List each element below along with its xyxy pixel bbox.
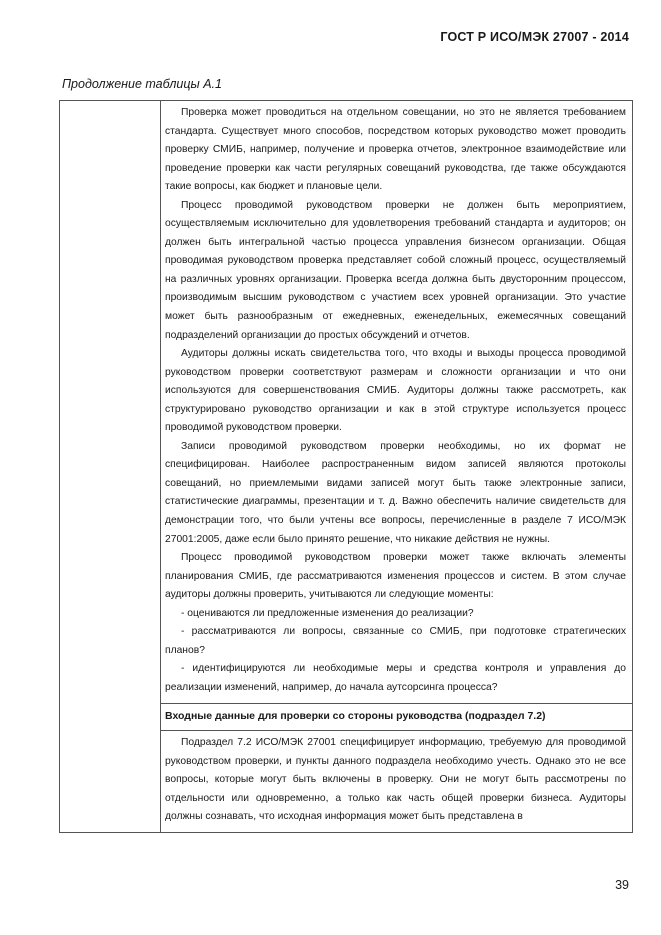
table-continuation-label: Продолжение таблицы А.1 bbox=[62, 77, 222, 91]
text-cell bbox=[161, 731, 633, 833]
document-code: ГОСТ Р ИСО/МЭК 27007 - 2014 bbox=[440, 30, 629, 44]
list-item: - идентифицируются ли необходимые меры и средства контроля и управления до реализации изменений, например, до начала аутсорсинга процесса? bbox=[165, 663, 626, 693]
paragraph: Процесс проводимой руководством проверки не должен быть мероприятием, осуществляемым исключительно для удовлетворения требований стандарта и аудиторов; он должен быть интегральной частью процесса управления бизнесом организации. Общая проводимая руководством проверка представляет собой сложный процесс, осуществляемый на различных уровнях организации. Проверка всегда должна быть двусторонним процессом, производимым высшим руководством с участием всех уровней организации. Это участие может быть разнообразным от ежедневных, еженедельных, ежемесячных совещаний подразделений организации до простых обсуждений и отчетов. bbox=[165, 199, 626, 341]
section-heading: Входные данные для проверки со стороны руководства (подраздел 7.2) bbox=[165, 709, 546, 722]
page-number: 39 bbox=[615, 878, 629, 892]
paragraph: Подраздел 7.2 ИСО/МЭК 27001 специфицирует информацию, требуемую для проводимой руководством проверки, и пункты данного подраздела необходимо учесть. Однако это не все вопросы, которые могут быть включены в проверку. Они не могут быть рассмотрены по отдельности или одновременно, а только как часть общей проверки бизнеса. Аудиторы должны сознавать, что исходная информация может быть представлена в bbox=[165, 737, 626, 823]
paragraph: Процесс проводимой руководством проверки может также включать элементы планирования СМИБ, где рассматриваются изменения процессов и систем. В этом случае аудиторы должны проверить, учитываются ли следующие моменты: bbox=[165, 552, 626, 601]
list-item: - оцениваются ли предложенные изменения до реализации? bbox=[181, 607, 474, 619]
heading-cell bbox=[161, 703, 633, 731]
paragraph: Проверка может проводиться на отдельном совещании, но это не является требованием стандарта. Существует много способов, посредством которых руководство может проводить проверку СМИБ, например, получение и проверка отчетов, электронное взаимодействие или проведение проверки как части регулярных совещаний руководства, где также обсуждаются такие вопросы, как бюджет и плановые цели. bbox=[165, 107, 626, 193]
list-item: - рассматриваются ли вопросы, связанные со СМИБ, при подготовке стратегических планов? bbox=[165, 626, 626, 656]
paragraph: Записи проводимой руководством проверки необходимы, но их формат не специфицирован. Наиболее распространенным видом записей являются протоколы совещаний, но приемлемыми видами записей могут быть также электронные записи, статистические диаграммы, презентации и т. д. Важно обеспечить наличие свидетельств для демонстрации того, что были учтены все вопросы, перечисленные в разделе 7 ИСО/МЭК 27001:2005, даже если было принято решение, что никакие действия не нужны. bbox=[165, 440, 626, 545]
content-table bbox=[59, 100, 633, 833]
text-cell bbox=[161, 101, 633, 704]
paragraph: Аудиторы должны искать свидетельства того, что входы и выходы процесса проводимой руководством проверки соответствуют размерам и сложности организации и что они используются для совершенствования СМИБ. Аудиторы должны также рассмотреть, как структурировано руководство организации и как в этой структуре используется процесс проводимой руководством проверки. bbox=[165, 348, 626, 434]
left-column-cell bbox=[60, 101, 161, 833]
table-row bbox=[60, 101, 633, 704]
